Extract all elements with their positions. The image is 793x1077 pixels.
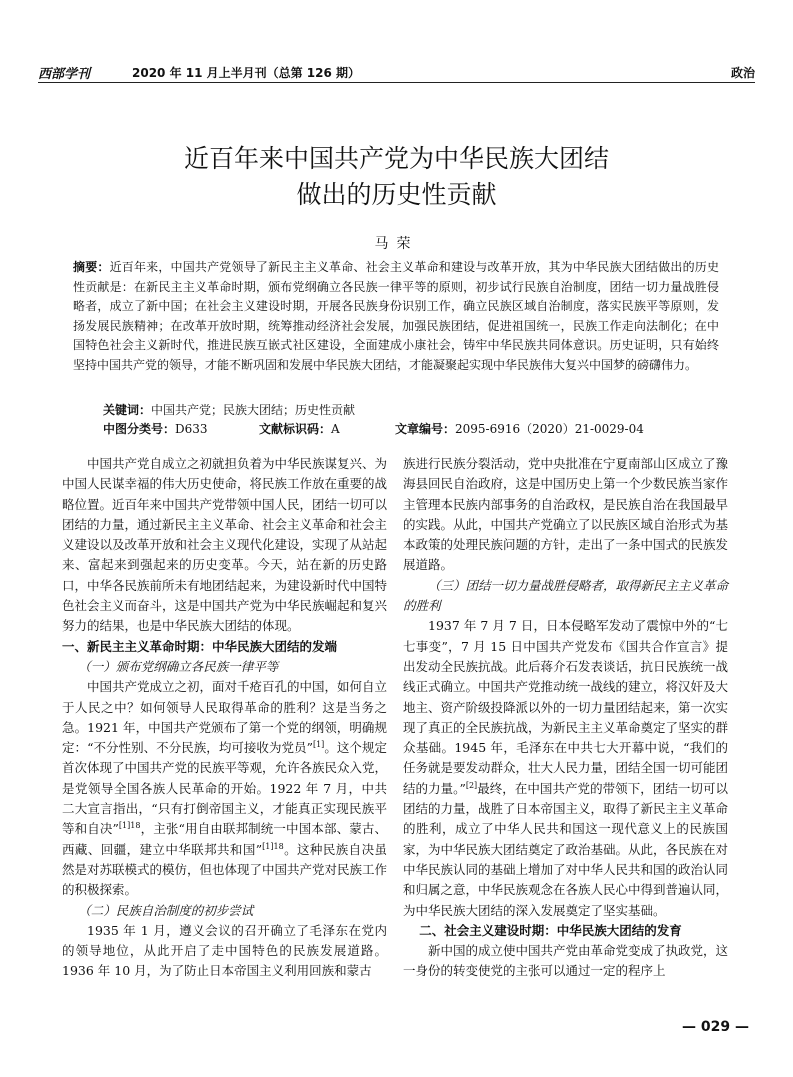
title-line-1: 近百年来中国共产党为中华民族大团结 (183, 144, 609, 173)
article-number (395, 420, 644, 438)
doc-value: A (331, 422, 340, 436)
section-label: 政治 (730, 66, 755, 80)
keywords-text: 中国共产党；民族大团结；历史性贡献 (151, 403, 356, 417)
abstract-text: 近百年来，中国共产党领导了新民主主义革命、社会主义革命和建设与改革开放，其为中华民族大团结做出的历史性贡献是：在新民主主义革命时期，颁布党纲确立各民族一律平等的原则，初步试行民族自治制度，团结一切力量战胜侵略者，成立了新中国；在社会主义建设时期，开展各民族身份识别工作，确立民族区域自治制度，落实民族平等原则，发扬发展民族精神；在改革开放时期，统筹推动经济社会发展，加强民族团结，促进祖国统一，民族工作走向法制化；在中国特色社会主义新时代，推进民族互嵌式社区建设，全面建成小康社会，铸牢中华民族共同体意识。历史证明，只有始终坚持中国共产党的领导，才能不断巩固和发展中华民族大团结，才能凝聚起实现中华民族伟大复兴中国梦的磅礴伟力。 (73, 260, 719, 372)
left-column (62, 454, 387, 982)
clc-number (103, 420, 208, 438)
paragraph: 1935 年 1 月，遵义会议的召开确立了毛泽东在党内的领导地位，从此开启了走中国特色的民族发展道路。1936 年 10 月，为了防止日本帝国主义利用回族和蒙古 (62, 922, 387, 979)
subsection-heading: （三）团结一切力量战胜侵略者，取得新民主主义革命的胜利 (403, 577, 729, 614)
running-header (38, 60, 755, 83)
subsection-heading: （一）颁布党纲确立各民族一律平等 (78, 658, 279, 674)
issue-info: 2020 年 11 月上半月刊（总第 126 期） (132, 66, 361, 80)
title-line-2: 做出的历史性贡献 (296, 180, 497, 209)
page-number: — 029 — (682, 1019, 749, 1035)
journal-logo: 西部学刊 (38, 67, 91, 82)
section-heading: 二、社会主义建设时期：中华民族大团结的发育 (419, 922, 682, 938)
art-label: 文章编号： (395, 422, 456, 436)
clc-label: 中图分类号： (103, 422, 176, 436)
paragraph: 新中国的成立使中国共产党由革命党变成了执政党，这一身份的转变使党的主张可以通过一定的程序上 (403, 943, 729, 979)
subsection-heading: （二）民族自治制度的初步尝试 (78, 902, 254, 918)
citation: [1] (312, 740, 325, 749)
citation: [2] (465, 780, 478, 790)
abstract-label: 摘要： (73, 260, 110, 274)
article-title (60, 141, 733, 213)
document-code (259, 420, 340, 438)
abstract (73, 258, 719, 375)
section-heading: 一、新民主主义革命时期：中华民族大团结的发端 (62, 638, 338, 654)
paragraph: 族进行民族分裂活动，党中央批准在宁夏南部山区成立了豫海县回民自治政府，这是中国历史上第一个少数民族当家作主管理本民族内部事务的自治政权，是民族自治在我国最早的实践。从此，中国共产党确立了以民族区域自治形式为基本政策的处理民族问题的方针，走出了一条中国式的民族发展道路。 (403, 456, 729, 573)
author: 马荣 (374, 236, 419, 252)
citation: [1]18 (118, 821, 141, 831)
paragraph: 1937 年 7 月 7 日，日本侵略军发动了震惊中外的“七七事变”，7 月 15 日中国共产党发布《国共合作宣言》提出发动全民族抗战。此后蒋介石发表谈话，抗日民族统一战线正式确立。中国共产党推动统一战线的建立，将汉奸及大地主、资产阶级投降派以外的一切力量团结起来，第一次实现了真正的全民族抗战，为新民主主义革命奠定了坚实的群众基础。1945 年，毛泽东在中共七大开幕中说，“我们的任务就是要发动群众，壮大人民力量，团结全国一切可能团结的力量。”[2]最终，在中国共产党的带领下，团结一切可以团结的力量，战胜了日本帝国主义，取得了新民主主义革命的胜利，成立了中华人民共和国这一现代意义上的民族国家，为中华民族大团结奠定了政治基础。从此，各民族在对中华民族认同的基础上增加了对中华人民共和国的政治认同和归属之意，中华民族观念在各族人民心中得到普遍认同，为中华民族大团结的深入发展奠定了坚实基础。 (403, 618, 729, 918)
doc-label: 文献标识码： (259, 422, 332, 436)
paragraph: 中国共产党成立之初，面对千疮百孔的中国，如何自立于人民之中？如何领导人民取得革命的胜利？这是当务之急。1921 年，中国共产党颁布了第一个党的纲领，明确规定：“不分性别、不分民族，均可接收为党员”[1]。这个规定首次体现了中国共产党的民族平等观，允许各族民众入党，是党领导全国各族人民革命的开始。1922 年 7 月，中共二大宣言指出，“只有打倒帝国主义，才能真正实现民族平等和自决”$^{[1]18}$，主张“用自由联邦制统一中国本部、蒙古、西藏、回疆，建立中华联邦共和国”$^{[1]18}$。这种民族自决虽然是对苏联模式的模仿，但也体现了中国共产党对民族工作的积极探索。 (62, 679, 388, 898)
paragraph: 中国共产党自成立之初就担负着为中华民族谋复兴、为中国人民谋幸福的伟大历史使命，将民族工作放在重要的战略位置。近百年来中国共产党带领中国人民，团结一切可以团结的力量，通过新民主主义革命、社会主义革命和社会主义建设以及改革开放和社会主义现代化建设，实现了从站起来、富起来到强起来的历史变革。今天，站在新的历史路口，中华各民族前所未有地团结起来，为建设新时代中国特色社会主义而奋斗，这是中国共产党为中华民族崛起和复兴努力的结果，也是中华民族大团结的体现。 (62, 456, 388, 634)
right-column (403, 454, 728, 982)
keywords (103, 401, 355, 419)
clc-value: D633 (175, 422, 208, 436)
citation: [1]18 (262, 841, 284, 851)
keywords-label: 关键词： (103, 403, 152, 417)
art-value: 2095-6916（2020）21-0029-04 (455, 422, 644, 436)
